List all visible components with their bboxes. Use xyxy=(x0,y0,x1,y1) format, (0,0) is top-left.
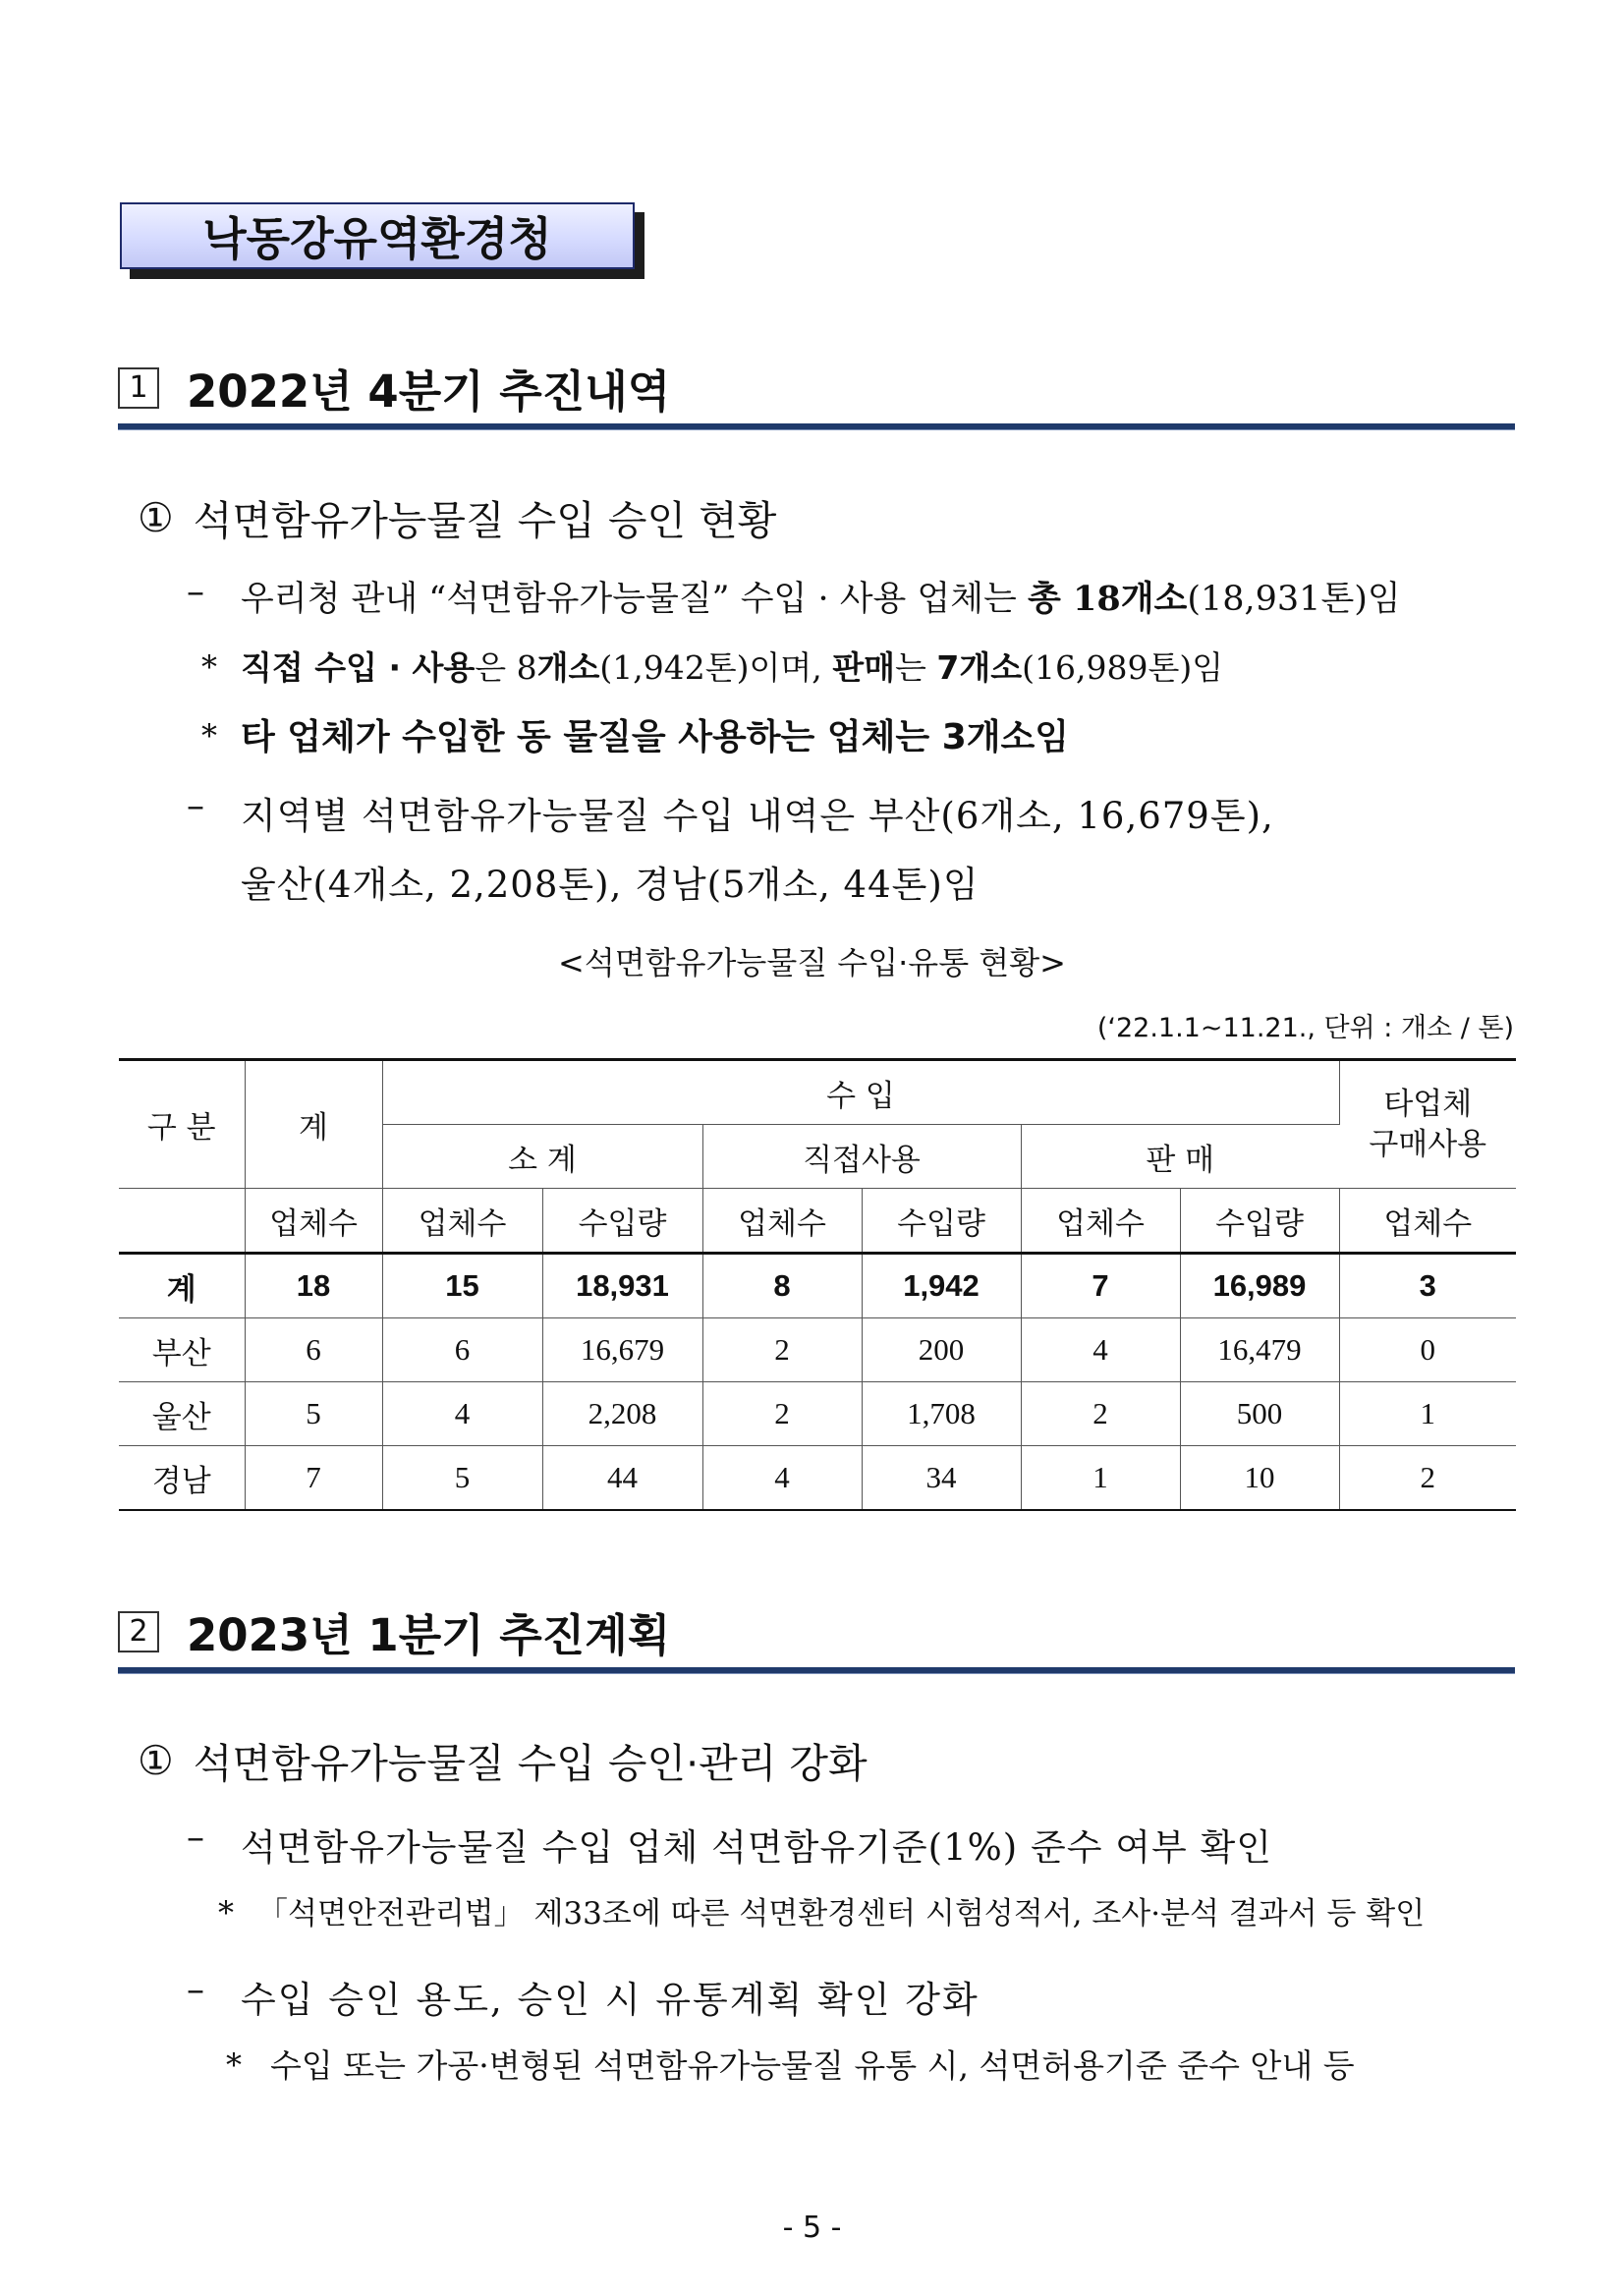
header-category-blank xyxy=(119,1189,245,1254)
section2-star2-mark: * xyxy=(226,2046,242,2084)
table-cell: 2 xyxy=(1339,1446,1516,1511)
section1-star1-t4: (16,989톤)임 xyxy=(1022,648,1224,687)
section2-header xyxy=(118,1599,670,1663)
table-row xyxy=(119,1446,1516,1511)
table-cell: 18,931 xyxy=(542,1254,702,1318)
table-cell: 1 xyxy=(1339,1382,1516,1446)
section1-star1-t2: (1,942톤)이며, xyxy=(599,648,833,687)
section2-dash2-mark: – xyxy=(187,1970,204,2010)
section2-dash1-mark: – xyxy=(187,1818,204,1858)
table-cell: 5 xyxy=(382,1446,542,1511)
section2-star1-text: 「석면안전관리법」 제33조에 따른 석면환경센터 시험성적서, 조사·분석 결과서 등 확인 xyxy=(257,1896,1426,1932)
table-cell: 1,708 xyxy=(862,1382,1021,1446)
section1-dash1-post: (18,931톤)임 xyxy=(1187,580,1401,619)
table-row xyxy=(119,1382,1516,1446)
table-cell: 4 xyxy=(702,1446,862,1511)
section1-dash1-text xyxy=(241,572,1401,621)
section1-number: 1 xyxy=(118,367,159,409)
section1-dash1-mark: – xyxy=(187,572,204,612)
header-import: 수 입 xyxy=(382,1060,1339,1125)
section2-star2-text: 수입 또는 가공·변형된 석면함유가능물질 유통 시, 석면허용기준 준수 안내 등 xyxy=(270,2046,1355,2085)
section2-sub-marker: ① xyxy=(138,1736,174,1784)
section1-header xyxy=(118,356,670,420)
section1-star1-text xyxy=(241,643,1223,689)
table-cell: 6 xyxy=(382,1318,542,1382)
table-cell: 200 xyxy=(862,1318,1021,1382)
section1-star1-b4: 7개소 xyxy=(936,648,1023,687)
table-cell: 2 xyxy=(702,1382,862,1446)
table-cell: 16,479 xyxy=(1180,1318,1339,1382)
table-caption: <석면함유가능물질 수입·유통 현황> xyxy=(558,944,1066,981)
table-row-sum xyxy=(119,1254,1516,1318)
table-cell: 1,942 xyxy=(862,1254,1021,1318)
header-sale: 판 매 xyxy=(1021,1125,1339,1189)
header-direct-use: 직접사용 xyxy=(702,1125,1021,1189)
section1-title: 2022년 4분기 추진내역 xyxy=(187,365,671,418)
header-count: 업체수 xyxy=(1021,1189,1180,1254)
section1-sub-title: 석면함유가능물질 수입 승인 현황 xyxy=(193,497,777,544)
section1-star1-t1: 은 8 xyxy=(475,648,537,687)
section1-subheader xyxy=(138,488,776,546)
table-cell: 15 xyxy=(382,1254,542,1318)
section1-star2-text: 타 업체가 수입한 동 물질을 사용하는 업체는 3개소임 xyxy=(241,717,1070,757)
table-cell: 4 xyxy=(1021,1318,1180,1382)
table-cell: 울산 xyxy=(119,1382,245,1446)
section1-dash1-bold: 총 18개소 xyxy=(1028,579,1188,619)
header-count: 업체수 xyxy=(1339,1189,1516,1254)
table-cell: 부산 xyxy=(119,1318,245,1382)
header-other-use: 타업체 구매사용 xyxy=(1339,1060,1516,1189)
section1-dash1-pre: 우리청 관내 “석면함유가능물질” 수입 · 사용 업체는 xyxy=(241,580,1028,619)
header-amount: 수입량 xyxy=(862,1189,1021,1254)
header-category: 구 분 xyxy=(119,1060,245,1189)
table-cell: 7 xyxy=(1021,1254,1180,1318)
table-cell: 34 xyxy=(862,1446,1021,1511)
header-count: 업체수 xyxy=(702,1189,862,1254)
section2-sub-title: 석면함유가능물질 수입 승인·관리 강화 xyxy=(193,1740,868,1787)
section2-star1-mark: * xyxy=(218,1894,234,1932)
header-amount: 수입량 xyxy=(1180,1189,1339,1254)
table-cell: 2 xyxy=(1021,1382,1180,1446)
header-count: 업체수 xyxy=(382,1189,542,1254)
table-cell: 2 xyxy=(702,1318,862,1382)
section1-dash2-line2: 울산(4개소, 2,208톤), 경남(5개소, 44톤)임 xyxy=(241,864,980,906)
table-cell: 7 xyxy=(245,1446,382,1511)
table-cell: 4 xyxy=(382,1382,542,1446)
section1-sub-marker: ① xyxy=(138,493,174,541)
header-total: 계 xyxy=(245,1060,382,1189)
section2-dash1-text: 석면함유가능물질 수입 업체 석면함유기준(1%) 준수 여부 확인 xyxy=(241,1826,1272,1869)
header-count: 업체수 xyxy=(245,1189,382,1254)
table-row xyxy=(119,1318,1516,1382)
section1-star1-b1: 직접 수입 · 사용 xyxy=(241,648,476,687)
table-cell: 44 xyxy=(542,1446,702,1511)
table-cell: 8 xyxy=(702,1254,862,1318)
table-cell: 18 xyxy=(245,1254,382,1318)
section1-rule xyxy=(118,423,1515,430)
agency-title: 낙동강유역환경청 xyxy=(120,202,635,269)
table-cell: 계 xyxy=(119,1254,245,1318)
section1-dash2-mark: – xyxy=(187,786,204,826)
table-cell: 3 xyxy=(1339,1254,1516,1318)
header-amount: 수입량 xyxy=(542,1189,702,1254)
table-unit: (‘22.1.1~11.21., 단위 : 개소 / 톤) xyxy=(1096,1013,1514,1043)
table-cell: 6 xyxy=(245,1318,382,1382)
section1-star2-mark: * xyxy=(201,717,217,755)
table-cell: 16,989 xyxy=(1180,1254,1339,1318)
table-cell: 0 xyxy=(1339,1318,1516,1382)
section2-title: 2023년 1분기 추진계획 xyxy=(187,1609,671,1661)
section1-star1-mark: * xyxy=(201,648,217,686)
table-cell: 500 xyxy=(1180,1382,1339,1446)
table-cell: 10 xyxy=(1180,1446,1339,1511)
section2-subheader xyxy=(138,1731,868,1789)
table-cell: 1 xyxy=(1021,1446,1180,1511)
table-cell: 5 xyxy=(245,1382,382,1446)
table-cell: 16,679 xyxy=(542,1318,702,1382)
section2-rule xyxy=(118,1667,1515,1674)
section1-dash2-line1: 지역별 석면함유가능물질 수입 내역은 부산(6개소, 16,679톤), xyxy=(241,795,1274,837)
section1-star1-b2: 개소 xyxy=(536,648,600,687)
page-number: - 5 - xyxy=(782,2211,842,2245)
table-cell: 2,208 xyxy=(542,1382,702,1446)
section2-dash2-text: 수입 승인 용도, 승인 시 유통계획 확인 강화 xyxy=(241,1979,980,2021)
section1-star1-t3: 는 xyxy=(895,648,937,687)
section2-number: 2 xyxy=(118,1611,159,1652)
section1-star1-b3: 판매 xyxy=(832,648,896,687)
table-cell: 경남 xyxy=(119,1446,245,1511)
header-subtotal: 소 계 xyxy=(382,1125,702,1189)
import-status-table xyxy=(119,1058,1516,1511)
